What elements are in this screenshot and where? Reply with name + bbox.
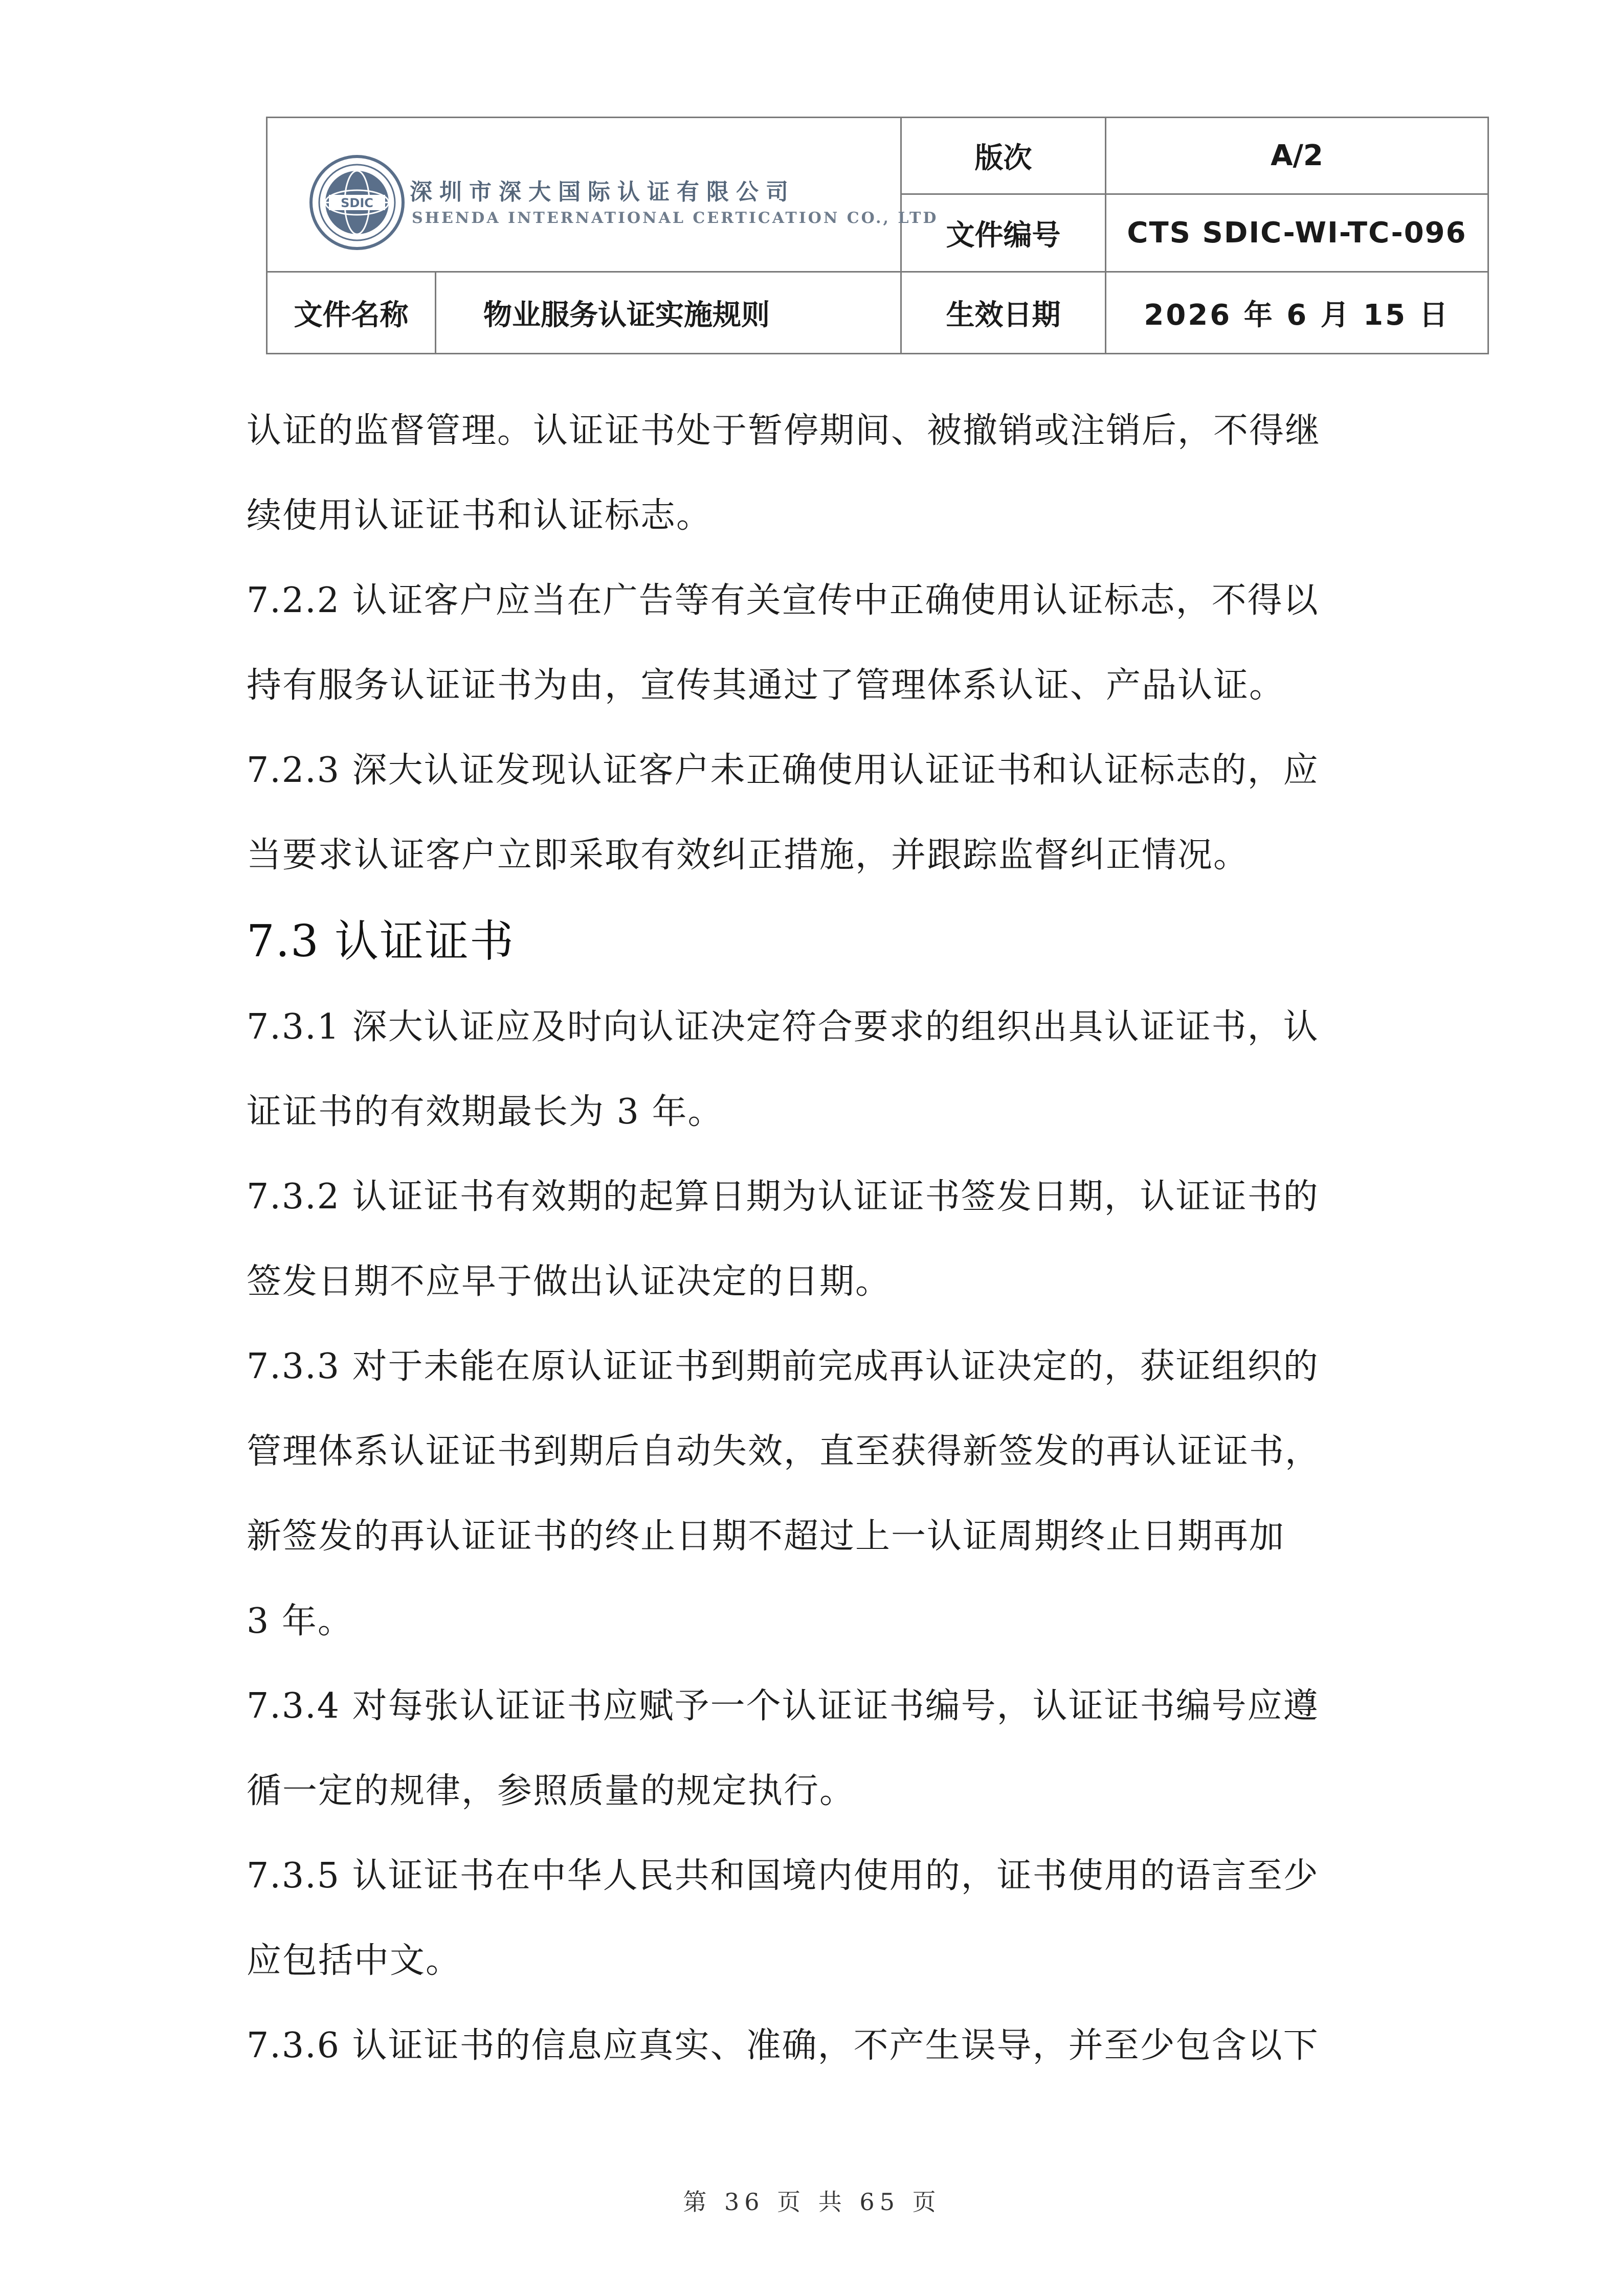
- clause-7-2-3: 7.2.3 深大认证发现认证客户未正确使用认证证书和认证标志的，应: [247, 750, 1319, 791]
- body-line: 当要求认证客户立即采取有效纠正措施，并跟踪监督纠正情况。: [247, 835, 1250, 875]
- body-line: 证证书的有效期最长为 3 年。: [247, 1092, 724, 1132]
- section-title-7-3: 7.3 认证证书: [247, 916, 515, 967]
- clause-7-3-1: 7.3.1 深大认证应及时向认证决定符合要求的组织出具认证证书，认: [247, 1007, 1319, 1047]
- body-line: 续使用认证证书和认证标志。: [247, 496, 713, 536]
- docname-value: 物业服务认证实施规则: [436, 272, 901, 354]
- date-value: 2026 年 6 月 15 日: [1106, 272, 1488, 354]
- clause-7-3-3: 7.3.3 对于未能在原认证证书到期前完成再认证决定的，获证组织的: [247, 1346, 1319, 1387]
- docname-label: 文件名称: [267, 272, 436, 354]
- body-line: 管理体系认证证书到期后自动失效，直至获得新签发的再认证证书，: [247, 1431, 1321, 1472]
- docno-label: 文件编号: [901, 194, 1106, 272]
- company-name-en: SHENDA INTERNATIONAL CERTICATION CO., LTD: [412, 209, 939, 227]
- body-line: 持有服务认证证书为由，宣传其通过了管理体系认证、产品认证。: [247, 665, 1285, 706]
- body-line: 3 年。: [247, 1601, 353, 1641]
- body-line: 认证的监督管理。认证证书处于暂停期间、被撤销或注销后，不得继: [247, 411, 1321, 451]
- company-logo: [308, 151, 1076, 253]
- clause-7-3-4: 7.3.4 对每张认证证书应赋予一个认证证书编号，认证证书编号应遵: [247, 1686, 1319, 1726]
- clause-7-3-6: 7.3.6 认证证书的信息应真实、准确，不产生误导，并至少包含以下: [247, 2025, 1319, 2066]
- date-label: 生效日期: [901, 272, 1106, 354]
- body-line: 循一定的规律，参照质量的规定执行。: [247, 1771, 856, 1811]
- document-header-table: [266, 117, 1489, 354]
- body-line: 签发日期不应早于做出认证决定的日期。: [247, 1262, 892, 1302]
- edition-label: 版次: [901, 118, 1106, 194]
- clause-7-3-2: 7.3.2 认证证书有效期的起算日期为认证证书签发日期，认证证书的: [247, 1177, 1319, 1217]
- company-logo-cell: [267, 118, 939, 272]
- sdic-seal-icon: [308, 154, 406, 251]
- docno-value: CTS SDIC-WI-TC-096: [1106, 194, 1488, 272]
- body-line: 应包括中文。: [247, 1941, 462, 1981]
- company-name-cn: 深圳市深大国际认证有限公司: [410, 179, 795, 205]
- edition-value: A/2: [1106, 118, 1488, 194]
- clause-7-3-5: 7.3.5 认证证书在中华人民共和国境内使用的，证书使用的语言至少: [247, 1856, 1319, 1896]
- clause-7-2-2: 7.2.2 认证客户应当在广告等有关宣传中正确使用认证标志，不得以: [247, 580, 1319, 621]
- document-body: [247, 389, 1382, 2088]
- page-number: 第 36 页 共 65 页: [683, 2188, 941, 2216]
- body-line: 新签发的再认证证书的终止日期不超过上一认证周期终止日期再加: [247, 1516, 1285, 1557]
- logo-text: SDIC: [341, 196, 373, 210]
